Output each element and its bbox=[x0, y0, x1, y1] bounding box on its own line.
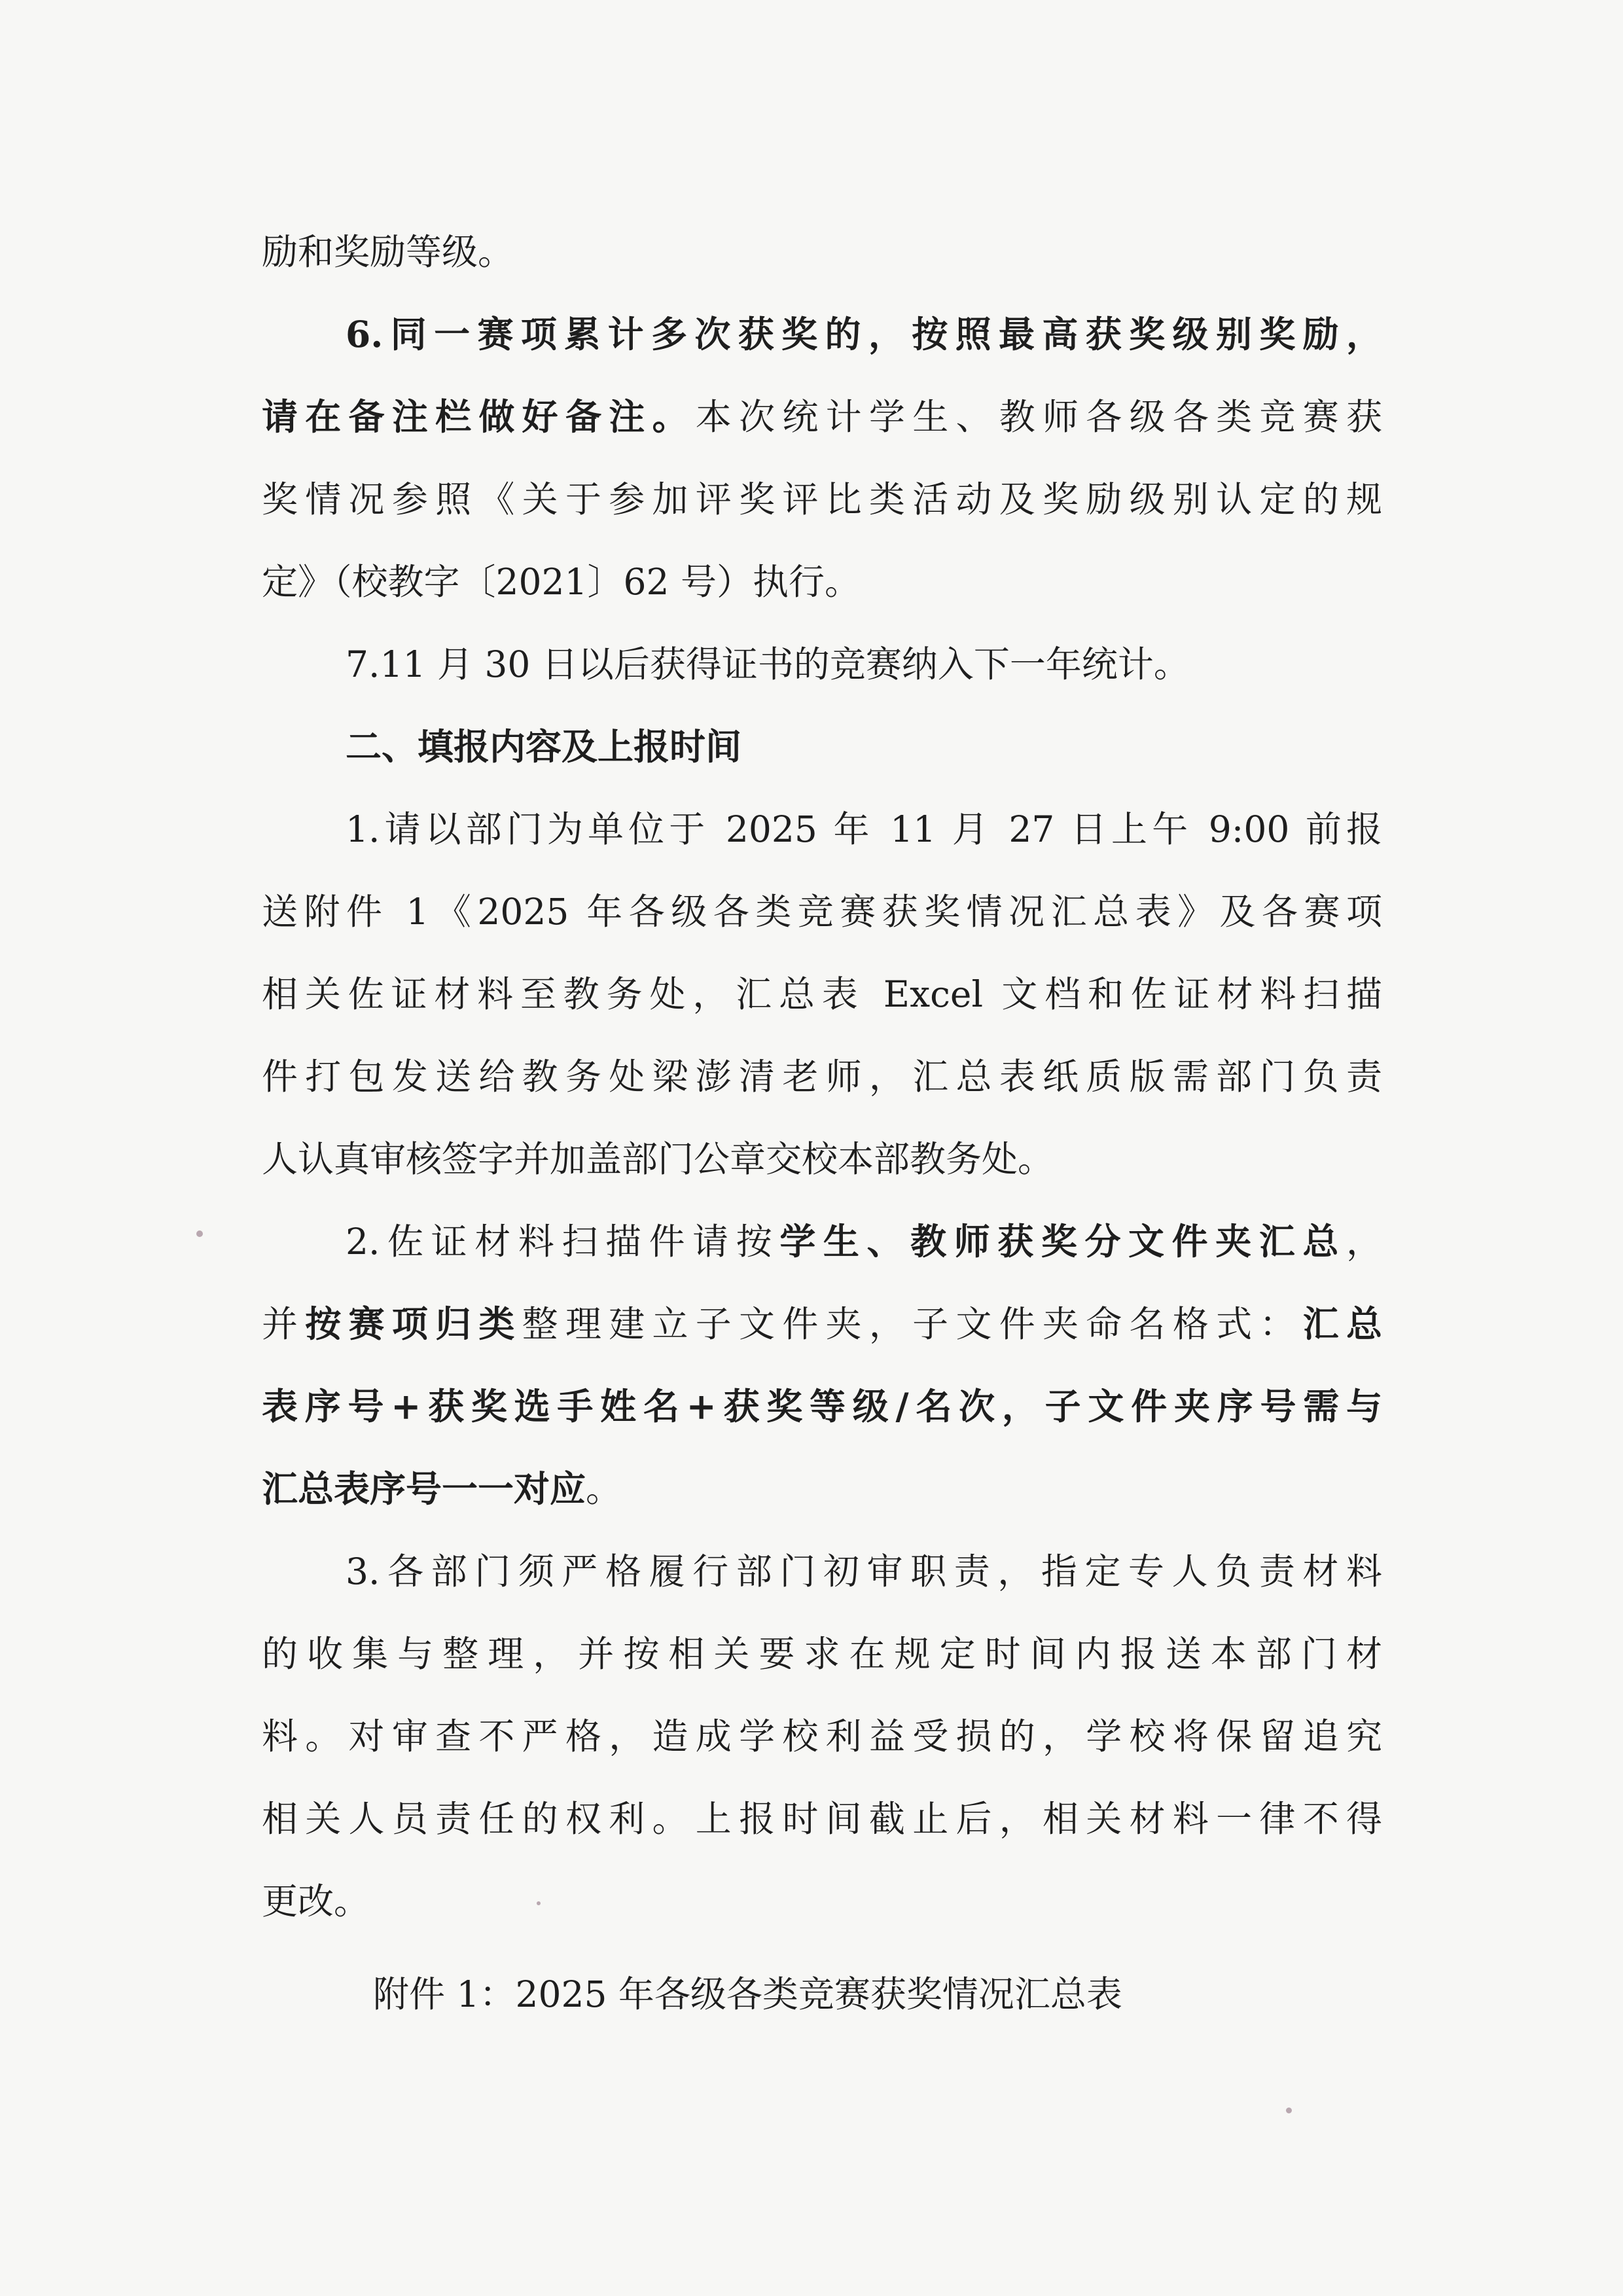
bold-text-run: 汇总 bbox=[1302, 1302, 1382, 1345]
text-run: 1.请以部门为单位于 2025 年 11 月 27 日上午 9:00 前报 bbox=[346, 808, 1382, 850]
text-line bbox=[262, 1448, 1382, 1530]
text-line bbox=[262, 1118, 1382, 1200]
text-line bbox=[262, 788, 1382, 870]
bold-text-run: 按赛项归类 bbox=[305, 1302, 522, 1345]
text-line bbox=[262, 870, 1382, 953]
paragraph bbox=[262, 623, 1382, 706]
scan-speck bbox=[196, 1230, 203, 1237]
text-line bbox=[262, 1283, 1382, 1365]
text-line bbox=[262, 541, 1382, 623]
text-line bbox=[262, 1613, 1382, 1695]
bold-text-run: 表序号+获奖选手姓名+获奖等级/名次，子文件夹序号需与 bbox=[262, 1385, 1382, 1427]
scan-speck bbox=[537, 1901, 541, 1905]
bold-text-run: 学生、教师获奖分文件夹汇总 bbox=[779, 1220, 1346, 1263]
text-line bbox=[262, 458, 1382, 541]
section-heading: 二、填报内容及上报时间 bbox=[346, 725, 742, 768]
paragraph bbox=[262, 788, 1382, 1200]
text-line bbox=[262, 1860, 1382, 1943]
text-run: 。 bbox=[586, 1468, 622, 1510]
text-run: 奖情况参照《关于参加评奖评比类活动及奖励级别认定的规 bbox=[262, 478, 1382, 520]
scan-speck bbox=[1286, 2108, 1292, 2113]
text-run: 件打包发送给教务处梁澎清老师，汇总表纸质版需部门负责 bbox=[262, 1056, 1382, 1098]
text-run: 的收集与整理，并按相关要求在规定时间内报送本部门材 bbox=[262, 1633, 1382, 1675]
text-run: 并 bbox=[262, 1303, 306, 1345]
text-run: 励和奖励等级。 bbox=[262, 231, 514, 273]
paragraph bbox=[262, 1530, 1382, 1943]
text-line bbox=[262, 1365, 1382, 1448]
text-line bbox=[262, 1035, 1382, 1118]
text-line bbox=[262, 1778, 1382, 1860]
text-run: 更改。 bbox=[262, 1880, 370, 1922]
text-run: ， bbox=[1346, 1221, 1382, 1263]
text-run: 相关佐证材料至教务处，汇总表 Excel 文档和佐证材料扫描 bbox=[262, 973, 1382, 1015]
paragraph bbox=[262, 211, 1382, 293]
text-line bbox=[262, 623, 1382, 706]
text-line bbox=[262, 211, 1382, 293]
text-run: 3.各部门须严格履行部门初审职责，指定专人负责材料 bbox=[346, 1551, 1382, 1592]
text-run: 整理建立子文件夹，子文件夹命名格式： bbox=[522, 1303, 1303, 1345]
text-run: 7.11 月 30 日以后获得证书的竞赛纳入下一年统计。 bbox=[346, 643, 1190, 685]
text-run: 送附件 1《2025 年各级各类竞赛获奖情况汇总表》及各赛项 bbox=[262, 891, 1382, 933]
text-run: 相关人员责任的权利。上报时间截止后，相关材料一律不得 bbox=[262, 1798, 1382, 1840]
text-line bbox=[262, 953, 1382, 1035]
text-run: 料。对审查不严格，造成学校利益受损的，学校将保留追究 bbox=[262, 1715, 1382, 1757]
bold-text-run: 请在备注栏做好备注。 bbox=[262, 395, 696, 438]
text-line bbox=[262, 1200, 1382, 1283]
bold-text-run: 汇总表序号一一对应 bbox=[262, 1467, 586, 1510]
document-body bbox=[262, 211, 1382, 1943]
paragraph bbox=[262, 1200, 1382, 1530]
text-run: 人认真审核签字并加盖部门公章交校本部教务处。 bbox=[262, 1138, 1054, 1180]
text-line bbox=[262, 1695, 1382, 1778]
text-line bbox=[262, 293, 1382, 376]
text-line bbox=[262, 376, 1382, 458]
text-run: 本次统计学生、教师各级各类竞赛获 bbox=[695, 396, 1382, 438]
bold-text-run: 6.同一赛项累计多次获奖的，按照最高获奖级别奖励， bbox=[346, 313, 1382, 355]
text-line bbox=[262, 1530, 1382, 1613]
text-run: 定》（校教字〔2021〕62 号）执行。 bbox=[262, 561, 861, 603]
attachment-note: 附件 1：2025 年各级各类竞赛获奖情况汇总表 bbox=[373, 1973, 1122, 2015]
text-run: 2.佐证材料扫描件请按 bbox=[346, 1221, 780, 1263]
paragraph bbox=[262, 293, 1382, 623]
